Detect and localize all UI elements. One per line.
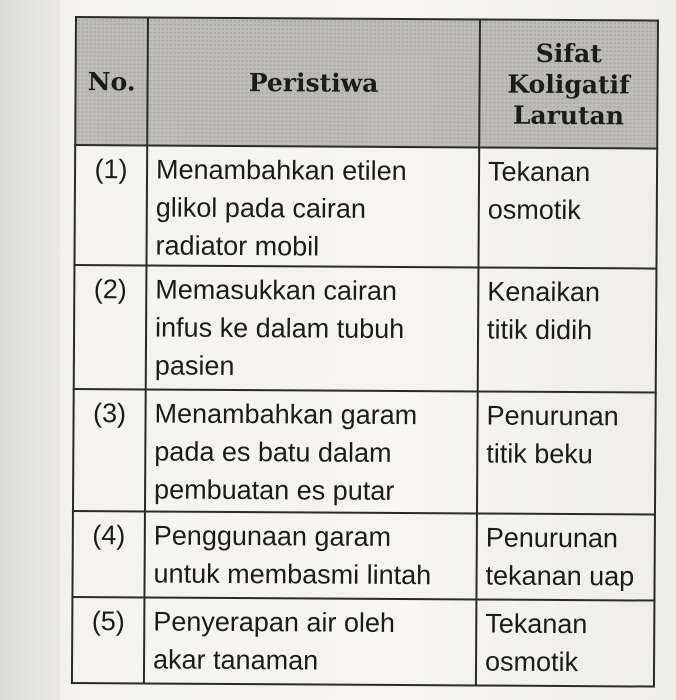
property-cell [476, 599, 655, 686]
event-cell [146, 145, 479, 267]
property-line: Tekanan [485, 608, 588, 640]
header-row [75, 17, 658, 149]
header-property-line: Sifat [535, 38, 602, 68]
property-line: tekanan uap [485, 560, 635, 592]
event-line: pembuatan es putar [154, 474, 395, 506]
table-row [72, 511, 655, 601]
table-row [72, 597, 655, 687]
property-cell [476, 513, 655, 600]
event-line: glikol pada cairan [155, 192, 367, 224]
header-property-line: Koligatif [507, 69, 630, 99]
table-row [74, 265, 657, 393]
header-event: Peristiwa [147, 17, 480, 147]
event-cell [145, 389, 478, 513]
header-property [479, 19, 658, 148]
row-number: (4) [72, 511, 145, 597]
property-line: Penurunan [486, 400, 619, 432]
property-line: titik didih [487, 314, 593, 346]
property-line: Kenaikan [487, 276, 601, 308]
event-cell [144, 511, 477, 599]
property-line: osmotik [484, 646, 579, 678]
table-row [73, 389, 656, 515]
event-line: untuk membasmi lintah [153, 558, 432, 591]
event-line: Memasukkan cairan [155, 274, 398, 306]
row-number: (1) [74, 145, 147, 265]
table-row [74, 145, 657, 269]
row-number: (2) [74, 265, 147, 389]
property-line: osmotik [487, 194, 581, 226]
property-line: Penurunan [485, 522, 619, 554]
event-line: infus ke dalam tubuh [155, 312, 405, 345]
event-line: pada es batu dalam [154, 436, 392, 468]
event-cell [144, 597, 477, 685]
property-line: titik beku [486, 438, 593, 470]
event-line: Menambahkan etilen [155, 154, 407, 187]
row-number: (5) [72, 597, 145, 683]
page-edge-shadow [0, 0, 60, 700]
property-cell [478, 267, 657, 392]
row-number: (3) [73, 389, 146, 511]
property-line: Tekanan [487, 156, 591, 188]
event-line: Menambahkan garam [154, 398, 418, 431]
event-line: akar tanaman [152, 644, 319, 676]
event-line: pasien [154, 350, 235, 381]
event-line: radiator mobil [155, 230, 320, 262]
property-cell [477, 391, 656, 514]
event-line: Penyerapan air oleh [153, 606, 396, 638]
event-line: Penggunaan garam [153, 520, 392, 552]
event-cell [146, 265, 479, 391]
header-no: No. [75, 17, 148, 145]
property-cell [478, 147, 657, 268]
colligative-properties-table [71, 16, 659, 688]
header-property-line: Larutan [512, 100, 625, 130]
